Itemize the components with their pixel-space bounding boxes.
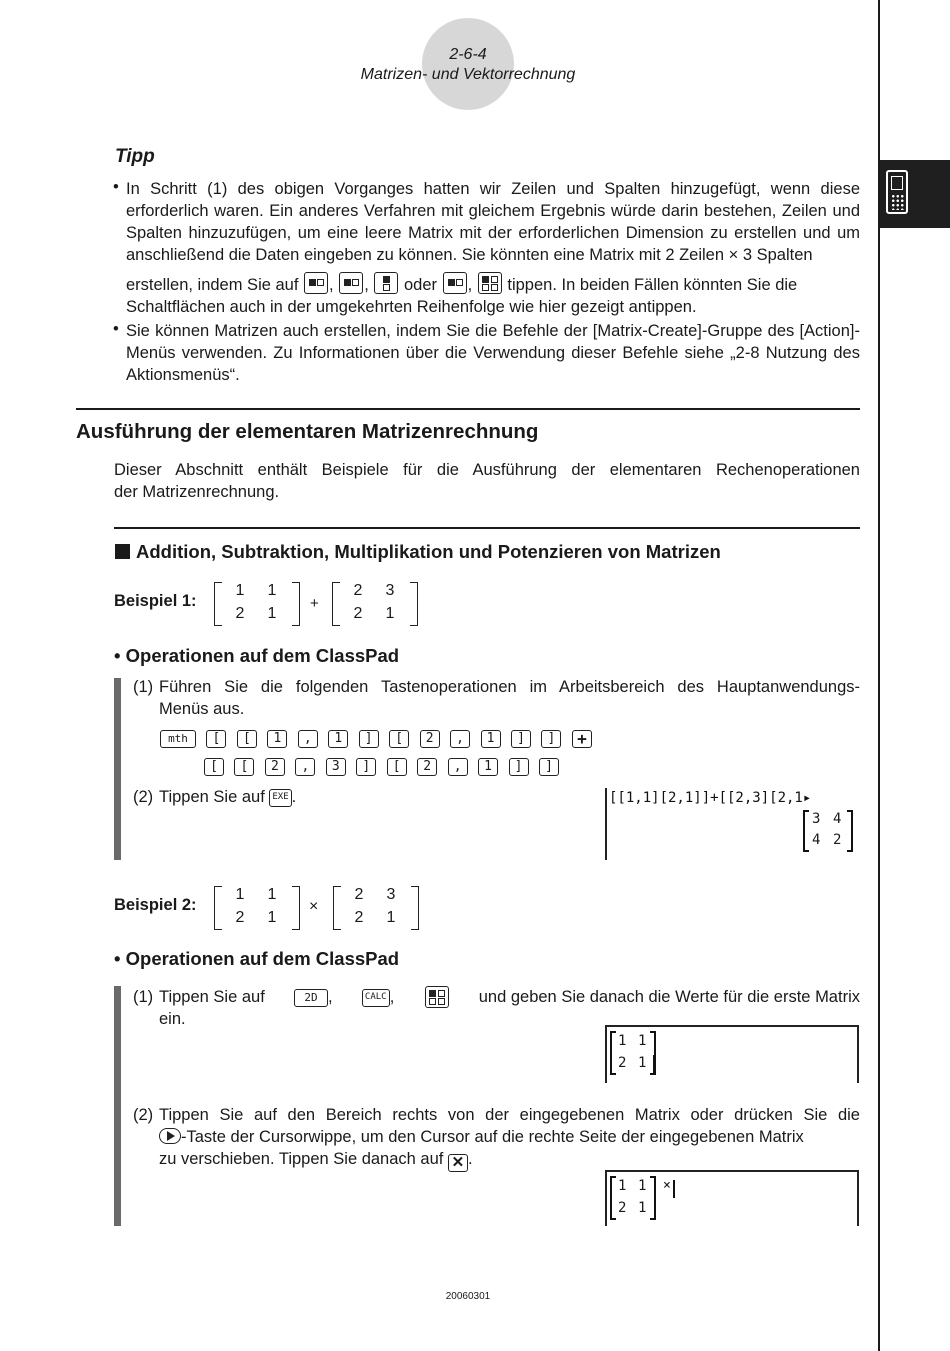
text-cursor (673, 1180, 675, 1198)
plus-operator: + (310, 595, 319, 612)
key-1[interactable]: 1 (478, 758, 498, 776)
key-2d[interactable]: 2D (294, 989, 328, 1007)
key-open-bracket[interactable]: [ (237, 730, 257, 748)
add-column-icon (304, 272, 328, 294)
key-comma[interactable]: , (450, 730, 470, 748)
operations-heading-2: • Operationen auf dem ClassPad (114, 948, 400, 969)
example-2-matrix-b: 2 3 2 1 (333, 886, 419, 930)
tip-heading: Tipp (115, 146, 155, 167)
key-3[interactable]: 3 (326, 758, 346, 776)
add-row-icon (374, 272, 398, 294)
step-1-text: Führen Sie die folgenden Tastenoperationen im Arbeitsbereich des Hauptanwendungs- Menüs aus. (159, 678, 860, 718)
key-2[interactable]: 2 (265, 758, 285, 776)
step-2-number: (2) (133, 1106, 154, 1124)
subsection-title: Addition, Subtraktion, Multiplikation und Potenzieren von Matrizen (136, 541, 721, 562)
text-cursor (653, 1055, 655, 1075)
chapter-title: Matrizen- und Vektorrechnung (360, 66, 576, 83)
section-title: Ausführung der elementaren Matrizenrechnung (76, 420, 539, 443)
matrix-2x2-icon (478, 272, 502, 294)
tip-bullet-2: Sie können Matrizen auch erstellen, indem Sie die Befehle der [Matrix-Create]-Gruppe des [Action]- Menüs verwenden. Zu Informationen über die Verwendung dieser Befehle siehe „2-8 Nutzung des Aktionsmenüs“. (126, 322, 860, 384)
screen-times-operator: × (663, 1178, 671, 1193)
multiply-key[interactable]: ✕ (448, 1154, 468, 1172)
subsection-rule (114, 527, 860, 529)
key-open-bracket[interactable]: [ (389, 730, 409, 748)
key-mth[interactable]: mth (160, 730, 196, 748)
square-bullet-icon (115, 544, 130, 559)
classpad-device-icon (886, 170, 908, 214)
section-intro: Dieser Abschnitt enthält Beispiele für die Ausführung der elementaren Rechenoperationen der Matrizenrechnung. (114, 461, 860, 501)
steps-bar-2 (114, 986, 121, 1226)
key-comma[interactable]: , (448, 758, 468, 776)
example-1-matrix-b: 2 3 2 1 (332, 582, 418, 626)
bullet-icon: • (113, 178, 119, 196)
key-1[interactable]: 1 (481, 730, 501, 748)
screen-matrix: 1 1 2 1 (610, 1176, 658, 1220)
step-1-text: Tippen Sie auf 2D , CALC , und geben Sie danach die Werte für die erste Matrix ein. (159, 988, 860, 1028)
screen-result-matrix: 3 4 4 2 (803, 810, 855, 852)
times-operator: × (309, 898, 319, 915)
screen-example-2-step-1 (605, 1025, 859, 1083)
key-close-bracket[interactable]: ] (356, 758, 376, 776)
screen-example-2-step-2 (605, 1170, 859, 1226)
example-2-matrix-a: 1 1 2 1 (214, 886, 300, 930)
key-close-bracket[interactable]: ] (509, 758, 529, 776)
cursor-right-icon (159, 1128, 181, 1144)
step-1-number: (1) (133, 678, 154, 696)
key-close-bracket[interactable]: ] (541, 730, 561, 748)
key-sequence (160, 728, 587, 778)
key-open-bracket[interactable]: [ (234, 758, 254, 776)
screen-matrix: 1 1 2 1 (610, 1031, 658, 1075)
step-2-number: (2) (133, 788, 154, 806)
key-1[interactable]: 1 (328, 730, 348, 748)
matrix-2x2-icon[interactable] (425, 986, 449, 1008)
key-2[interactable]: 2 (420, 730, 440, 748)
key-open-bracket[interactable]: [ (387, 758, 407, 776)
key-open-bracket[interactable]: [ (204, 758, 224, 776)
steps-bar-1 (114, 678, 121, 860)
footer-code: 20060301 (445, 1291, 491, 1302)
example-2-label: Beispiel 2: (114, 896, 197, 914)
add-column-icon (443, 272, 467, 294)
key-close-bracket[interactable]: ] (359, 730, 379, 748)
header-circle (422, 18, 514, 110)
scroll-right-icon: ▸ (802, 790, 812, 806)
screen-example-1 (605, 788, 859, 860)
key-close-bracket[interactable]: ] (539, 758, 559, 776)
key-comma[interactable]: , (295, 758, 315, 776)
key-plus[interactable]: + (572, 730, 592, 748)
example-1-matrix-a: 1 1 2 1 (214, 582, 300, 626)
key-open-bracket[interactable]: [ (206, 730, 226, 748)
step-2-text: Tippen Sie auf EXE . (159, 788, 297, 806)
key-comma[interactable]: , (298, 730, 318, 748)
operations-heading-1: • Operationen auf dem ClassPad (114, 645, 400, 666)
step-1-number: (1) (133, 988, 154, 1006)
step-2-text: Tippen Sie auf den Bereich rechts von der eingegebenen Matrix oder drücken Sie die -Taste der Cursorwippe, um den Cursor auf die rechte Seite der eingegebenen Matrix zu verschieben. Tippen Sie danach auf ✕ . (159, 1106, 860, 1171)
key-2[interactable]: 2 (417, 758, 437, 776)
example-1-label: Beispiel 1: (114, 592, 197, 610)
key-close-bracket[interactable]: ] (511, 730, 531, 748)
bullet-icon: • (113, 320, 119, 338)
key-calc[interactable]: CALC (362, 989, 390, 1007)
chapter-tab (880, 160, 950, 228)
exe-key[interactable]: EXE (269, 789, 291, 807)
section-rule (76, 408, 860, 410)
key-1[interactable]: 1 (267, 730, 287, 748)
screen-input-line: [[1,1][2,1]]+[[2,3][2,1▸ (609, 790, 812, 806)
add-column-icon (339, 272, 363, 294)
tip-bullet-1: In Schritt (1) des obigen Vorganges hatten wir Zeilen und Spalten hinzugefügt, wenn diese erforderlich waren. Ein anderes Verfahren mit gleichem Ergebnis würde darin bestehen, Zeilen und Spalten hinzuzufügen, um eine leere Matrix mit der erforderlichen Dimension zu erstellen und um anschließend die Daten eingeben zu können. Sie könnten eine Matrix mit 2 Zeilen × 3 Spalten erstellen, indem Sie auf , , oder , tippen. In beiden Fällen könnten Sie die Schaltflächen auch in der umgekehrten Reihenfolge wie hier gezeigt antippen. (126, 180, 860, 316)
page-number: 2-6-4 (449, 46, 487, 63)
